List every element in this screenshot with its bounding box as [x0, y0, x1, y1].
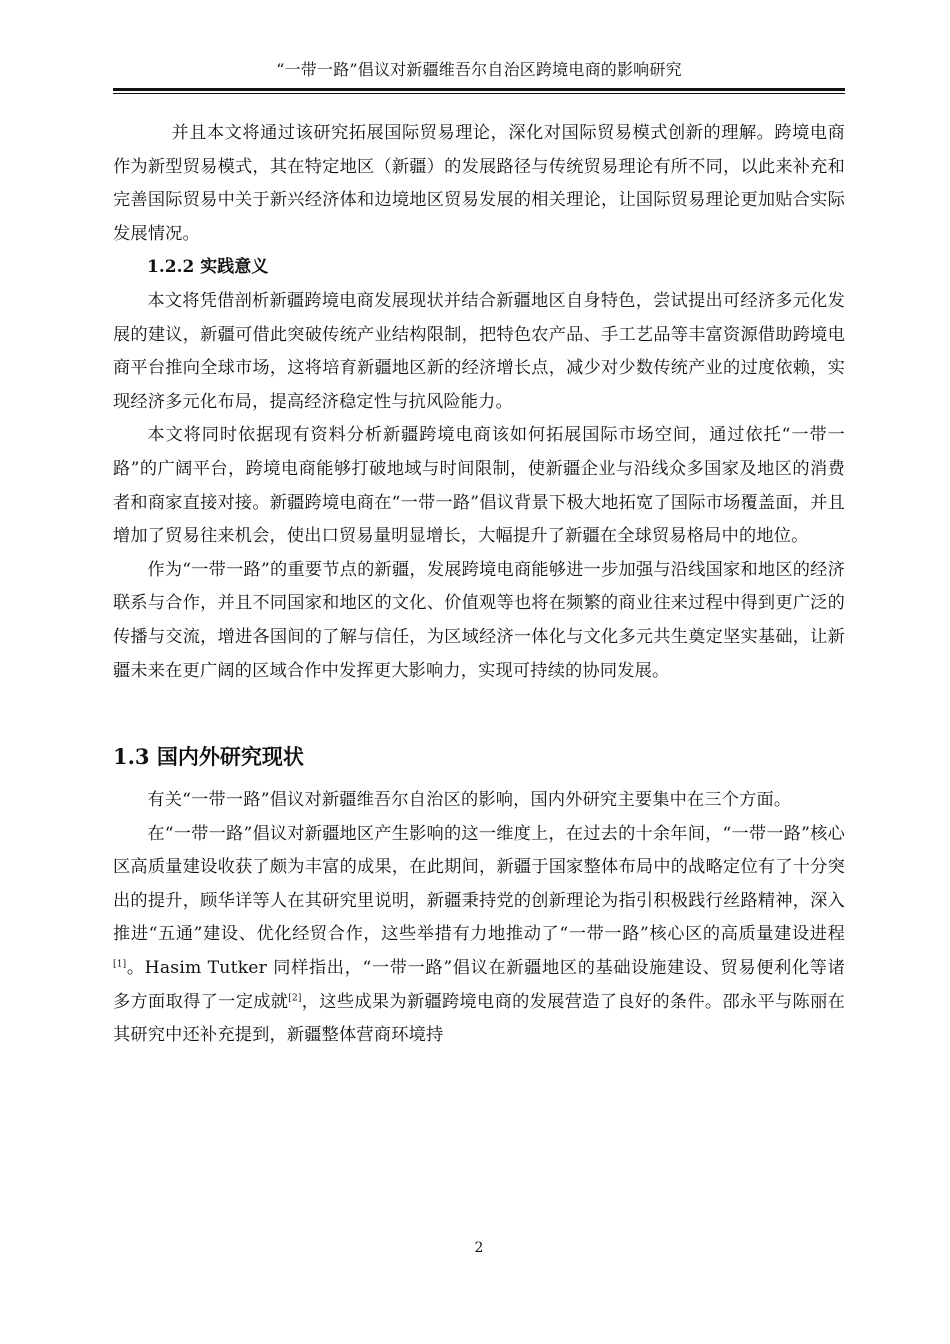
header-rule-thick — [113, 88, 845, 91]
paragraph-international-market: 本文将同时依据现有资料分析新疆跨境电商该如何拓展国际市场空间，通过依托“一带一路”的广阔平台，跨境电商能够打破地域与时间限制，使新疆企业与沿线众多国家及地区的消费者和商家直接对接。新疆跨境电商在“一带一路”倡议背景下极大地拓宽了国际市场覆盖面，并且增加了贸易往来机会，使出口贸易量明显增长，大幅提升了新疆在全球贸易格局中的地位。 — [113, 425, 845, 547]
paragraph-text-segment: ，这些成果为新疆跨境电商的发展营造了良好的条件。邵永平与陈丽在其研究中还补充提到，新疆整体营商环境持 — [113, 991, 845, 1046]
page-body — [113, 117, 845, 1053]
citation-1[interactable]: [1] — [113, 959, 127, 970]
running-header-title: “一带一路”倡议对新疆维吾尔自治区跨境电商的影响研究 — [276, 60, 682, 79]
page-number: 2 — [474, 1240, 484, 1256]
header-rule-thin — [113, 93, 845, 94]
section-heading-research-status: 1.3 国内外研究现状 — [113, 744, 304, 770]
paragraph-theoretical-significance: 并且本文将通过该研究拓展国际贸易理论，深化对国际贸易模式创新的理解。跨境电商作为新型贸易模式，其在特定地区（新疆）的发展路径与传统贸易理论有所不同，以此来补充和完善国际贸易中关于新兴经济体和边境地区贸易发展的相关理论，让国际贸易理论更加贴合实际发展情况。 — [113, 123, 845, 244]
subheading-practical-significance: 1.2.2 实践意义 — [147, 257, 269, 278]
paragraph-text-segment: 。Hasim Tutker 同样指出，“一带一路”倡议在新疆地区的基础设施建设、贸易便利化等诸多方面取得了一定成就 — [113, 958, 845, 1012]
paragraph-economic-diversification: 本文将凭借剖析新疆跨境电商发展现状并结合新疆地区自身特色，尝试提出可经济多元化发展的建议，新疆可借此突破传统产业结构限制，把特色农产品、手工艺品等丰富资源借助跨境电商平台推向全球市场，这将培育新疆地区新的经济增长点，减少对少数传统产业的过度依赖，实现经济多元化布局，提高经济稳定性与抗风险能力。 — [113, 290, 845, 412]
paragraph-belt-road-impact — [113, 818, 845, 1053]
paragraph-research-overview: 有关“一带一路”倡议对新疆维吾尔自治区的影响，国内外研究主要集中在三个方面。 — [147, 790, 792, 811]
citation-2[interactable]: [2] — [288, 992, 302, 1003]
paragraph-text-segment: 在“一带一路”倡议对新疆地区产生影响的这一维度上，在过去的十余年间，“一带一路”核心区高质量建设收获了颇为丰富的成果，在此期间，新疆于国家整体布局中的战略定位有了十分突出的提升，顾华详等人在其研究里说明，新疆秉持党的创新理论为指引积极践行丝路精神，深入推进“五通”建设、优化经贸合作，这些举措有力地推动了“一带一路”核心区的高质量建设进程 — [113, 823, 845, 945]
paragraph-regional-cooperation: 作为“一带一路”的重要节点的新疆，发展跨境电商能够进一步加强与沿线国家和地区的经济联系与合作，并且不同国家和地区的文化、价值观等也将在频繁的商业往来过程中得到更广泛的传播与交流，增进各国间的了解与信任，为区域经济一体化与文化多元共生奠定坚实基础，让新疆未来在更广阔的区域合作中发挥更大影响力，实现可持续的协同发展。 — [113, 559, 845, 681]
